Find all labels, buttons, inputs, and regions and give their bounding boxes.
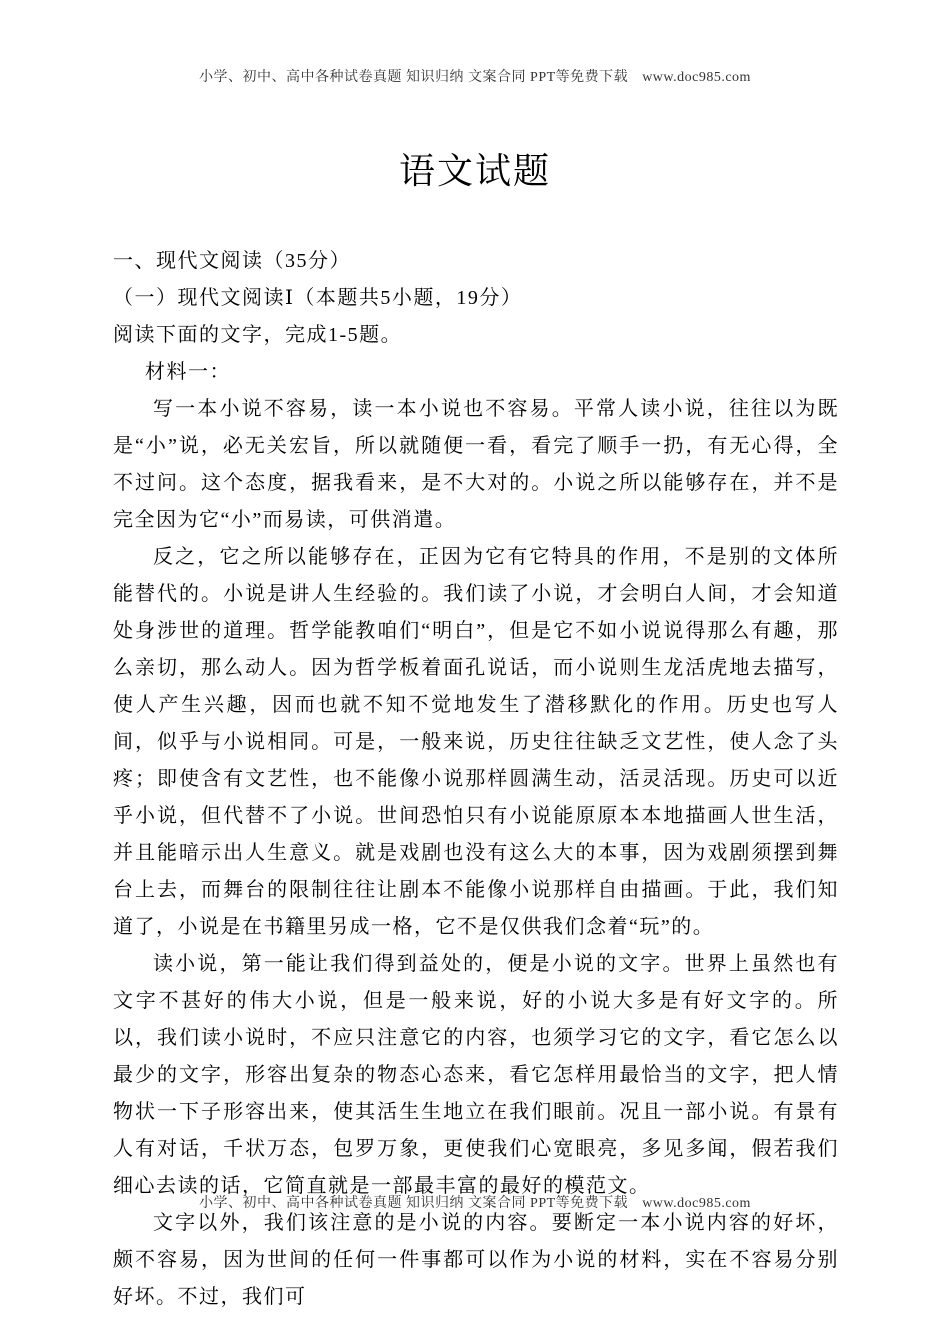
header-text: 小学、初中、高中各种试卷真题 知识归纳 文案合同 PPT等免费下载 xyxy=(199,70,629,85)
subsection-heading: （一）现代文阅读Ⅰ（本题共5小题，19分） xyxy=(113,287,523,309)
footer-text: 小学、初中、高中各种试卷真题 知识归纳 文案合同 PPT等免费下载 xyxy=(199,1196,629,1211)
header-url: www.doc985.com xyxy=(642,70,751,85)
page-footer xyxy=(0,1192,950,1212)
paragraph: 反之，它之所以能够存在，正因为它有它特具的作用，不是别的文体所能替代的。小说是讲人生经验的。我们读了小说，才会明白人间，才会知道处身涉世的道理。哲学能教咱们“明白”，但是它不如小说说得那么有趣，那么亲切，那么动人。因为哲学板着面孔说话，而小说则生龙活虎地去描写，使人产生兴趣，因而也就不知不觉地发生了潜移默化的作用。历史也写人间，似乎与小说相同。可是，一般来说，历史往往缺乏文艺性，使人念了头疼；即使含有文艺性，也不能像小说那样圆满生动，活灵活现。历史可以近乎小说，但代替不了小说。世间恐怕只有小说能原原本本地描画人世生活，并且能暗示出人生意义。就是戏剧也没有这么大的本事，因为戏剧须摆到舞台上去，而舞台的限制往往让剧本不能像小说那样自由描画。于此，我们知道了，小说是在书籍里另成一格，它不是仅供我们念着“玩”的。 xyxy=(113,546,839,938)
paragraph: 文字以外，我们该注意的是小说的内容。要断定一本小说内容的好坏，颇不容易，因为世间的任何一件事都可以作为小说的材料，实在不容易分别好坏。不过，我们可 xyxy=(113,1212,839,1308)
instruction-line: 阅读下面的文字，完成1-5题。 xyxy=(113,324,403,346)
footer-url: www.doc985.com xyxy=(642,1196,751,1211)
material-label: 材料一： xyxy=(145,361,231,383)
page-title: 语文试题 xyxy=(398,151,551,191)
section-heading: 一、现代文阅读（35分） xyxy=(113,250,351,272)
document-body xyxy=(113,243,839,1316)
page-header xyxy=(0,66,950,86)
paragraph: 写一本小说不容易，读一本小说也不容易。平常人读小说，往往以为既是“小”说，必无关宏旨，所以就随便一看，看完了顺手一扔，有无心得，全不过问。这个态度，据我看来，是不大对的。小说之所以能够存在，并不是完全因为它“小”而易读，可供消遣。 xyxy=(113,398,839,531)
paragraph: 读小说，第一能让我们得到益处的，便是小说的文字。世界上虽然也有文字不甚好的伟大小说，但是一般来说，好的小说大多是有好文字的。所以，我们读小说时，不应只注意它的内容，也须学习它的文字，看它怎么以最少的文字，形容出复杂的物态心态来，看它怎样用最恰当的文字，把人情物状一下子形容出来，使其活生生地立在我们眼前。况且一部小说。有景有人有对话，千状万态，包罗万象，更使我们心宽眼亮，多见多闻，假若我们细心去读的话，它简直就是一部最丰富的最好的模范文。 xyxy=(113,953,839,1197)
